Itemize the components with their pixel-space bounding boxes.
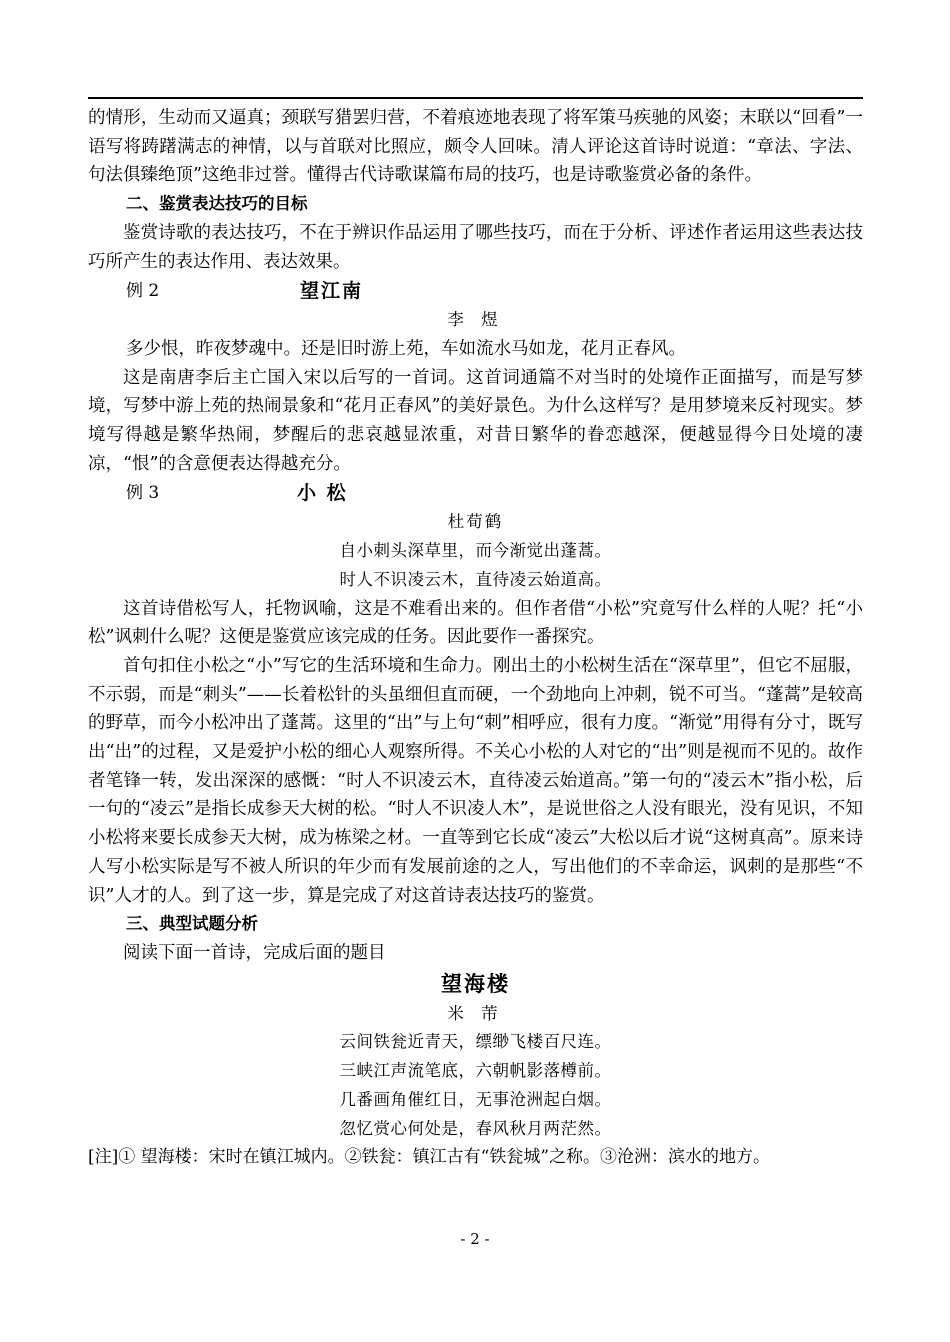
- example3-title: 小 松: [297, 482, 348, 505]
- poem-author: 米 芾: [447, 1003, 504, 1023]
- section3-intro: 阅读下面一首诗，完成后面的题目: [123, 942, 386, 963]
- continuation-paragraph: 的情形，生动而又逼真；颈联写猎罢归营，不着痕迹地表现了将军策马疾驰的风姿；末联以“回看”一语写将踌躇满志的神情，以与首联对比照应，颇令人回味。清人评论这首诗时说道：“章法、字法、句法俱臻绝顶”这绝非过誉。懂得古代诗歌谋篇布局的技巧，也是诗歌鉴赏必备的条件。: [88, 108, 863, 186]
- page-number: - 2 -: [460, 1230, 490, 1248]
- poem-line-2: 三峡江声流笔底，六朝帆影落樽前。: [339, 1061, 612, 1081]
- poem-line-1: 云间铁瓮近青天，缥缈飞楼百尺连。: [339, 1032, 612, 1052]
- header-rule: [88, 97, 863, 99]
- page-content: [88, 104, 863, 1172]
- poem-line-4: 忽忆赏心何处是，春风秋月两茫然。: [339, 1118, 612, 1138]
- section2-heading: 二、鉴赏表达技巧的目标: [126, 194, 308, 214]
- poem-title: 望海楼: [441, 971, 510, 996]
- example2-author: 李 煜: [447, 310, 504, 330]
- example2-title: 望江南: [300, 280, 364, 303]
- example2-header: [88, 276, 863, 306]
- example3-line-1: 自小刺头深草里，而今渐觉出蓬蒿。: [339, 541, 612, 561]
- example3-author: 杜荀鹤: [447, 512, 504, 532]
- example3-label: 例 3: [126, 483, 160, 504]
- example2-label: 例 2: [126, 281, 160, 302]
- section3-heading: 三、典型试题分析: [126, 914, 258, 934]
- example3-analysis-2: 首句扣住小松之“小”写它的生活环境和生命力。刚出土的小松树生活在“深草里”，但它不屈服，不示弱，而是“刺头”——长着松针的头虽细但直而硬，一个劲地向上冲刺，锐不可当。“蓬蒿”是较高的野草，而今小松冲出了蓬蒿。这里的“出”与上句“刺”相呼应，很有力度。“渐觉”用得有分寸，既写出“出”的过程，又是爱护小松的细心人观察所得。不关心小松的人对它的“出”则是视而不见的。故作者笔锋一转，发出深深的感慨：“时人不识凌云木，直待凌云始道高。”第一句的“凌云木”指小松，后一句的“凌云”是指长成参天大树的松。“时人不识凌人木”，是说世俗之人没有眼光，没有见识，不知小松将来要长成参天大树，成为栋梁之材。一直等到它长成“凌云”大松以后才说“这树真高”。原来诗人写小松实际是写不被人所识的年少而有发展前途的之人，写出他们的不幸命运，讽刺的是那些“不识”人才的人。到了这一步，算是完成了对这首诗表达技巧的鉴赏。: [88, 655, 863, 906]
- example2-analysis: 这是南唐李后主亡国入宋以后写的一首词。这首词通篇不对当时的处境作正面描写，而是写梦境，写梦中游上苑的热闹景象和“花月正春风”的美好景色。为什么这样写？是用梦境来反衬现实。梦境写得越是繁华热闹，梦醒后的悲哀越显浓重，对昔日繁华的眷恋越深，便越显得今日处境的凄凉，“恨”的含意便表达得越充分。: [88, 367, 863, 474]
- example3-analysis-1: 这首诗借松写人，托物讽喻，这是不难看出来的。但作者借“小松”究竟写什么样的人呢？托“小松”讽刺什么呢？这便是鉴赏应该完成的任务。因此要作一番探究。: [88, 598, 863, 648]
- example2-text: 多少恨，昨夜梦魂中。还是旧时游上苑，车如流水马如龙，花月正春风。: [126, 338, 686, 359]
- section2-intro: 鉴赏诗歌的表达技巧，不在于辨识作品运用了哪些技巧，而在于分析、评述作者运用这些表达技巧所产生的表达作用、表达效果。: [88, 222, 863, 272]
- poem-note: [注]① 望海楼：宋时在镇江城内。②铁瓮：镇江古有“铁瓮城”之称。③沧洲：滨水的地方。: [88, 1147, 771, 1168]
- poem-line-3: 几番画角催红日，无事沧洲起白烟。: [339, 1089, 612, 1109]
- example3-line-2: 时人不识凌云木，直待凌云始道高。: [339, 569, 612, 589]
- example3-header: [88, 478, 863, 508]
